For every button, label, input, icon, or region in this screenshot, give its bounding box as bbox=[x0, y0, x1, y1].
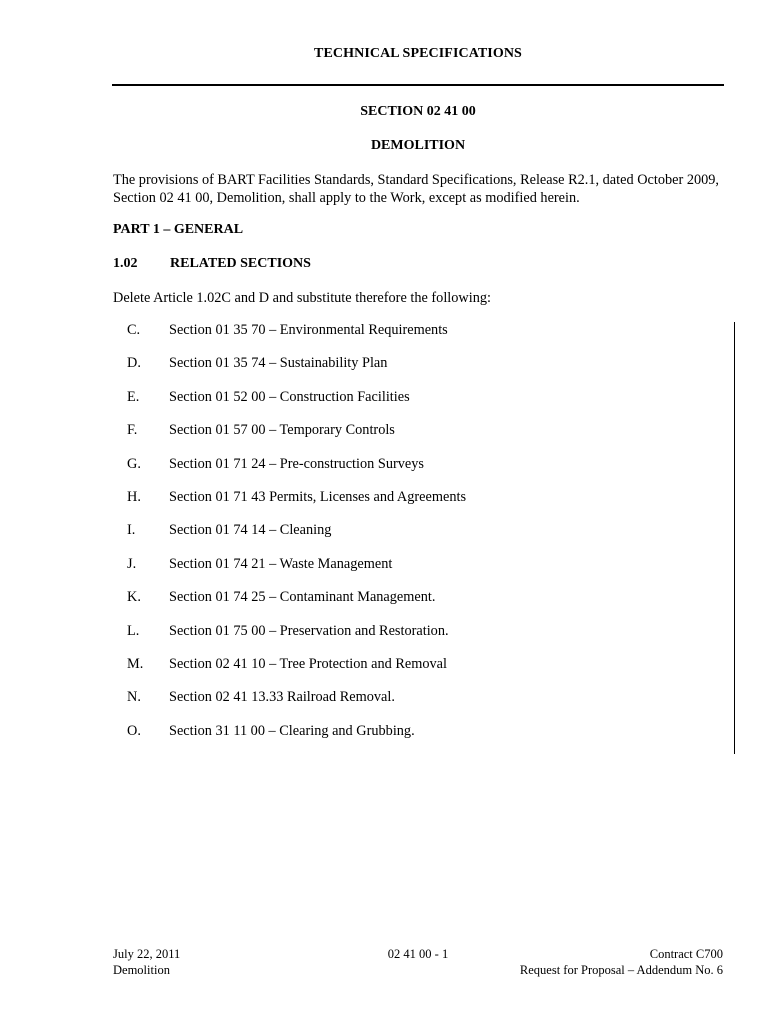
item-letter: G. bbox=[127, 455, 141, 472]
item-text: Section 01 71 43 Permits, Licenses and Agreements bbox=[169, 489, 467, 505]
item-text: Section 01 74 21 – Waste Management bbox=[169, 555, 393, 572]
item-text: Section 01 74 25 – Contaminant Management. bbox=[169, 589, 436, 606]
item-text: Section 02 41 10 – Tree Protection and Removal bbox=[169, 656, 447, 672]
item-text: Section 01 35 70 – Environmental Requirements bbox=[169, 322, 448, 338]
article-number: 1.02 bbox=[113, 256, 138, 271]
article-heading bbox=[113, 256, 311, 272]
item-letter: D. bbox=[127, 355, 141, 372]
footer-center bbox=[360, 947, 476, 963]
item-letter: M. bbox=[127, 656, 144, 672]
item-letter: J. bbox=[127, 555, 137, 572]
article-title: RELATED SECTIONS bbox=[170, 256, 311, 271]
header-divider bbox=[112, 84, 724, 86]
item-letter: L. bbox=[127, 622, 140, 639]
item-text: Section 31 11 00 – Clearing and Grubbing. bbox=[169, 722, 415, 739]
item-text: Section 01 71 24 – Pre-construction Surveys bbox=[169, 455, 424, 472]
item-text: Section 01 75 00 – Preservation and Restoration. bbox=[169, 622, 449, 639]
section-title: DEMOLITION bbox=[370, 138, 466, 153]
item-letter: E. bbox=[127, 388, 140, 405]
item-text: Section 01 74 14 – Cleaning bbox=[169, 522, 332, 539]
footer-page-number: 02 41 00 - 1 bbox=[387, 947, 449, 961]
item-letter: C. bbox=[127, 322, 141, 338]
article-instruction: Delete Article 1.02C and D and substitute therefore the following: bbox=[113, 290, 491, 306]
part-heading: PART 1 – GENERAL bbox=[113, 222, 244, 237]
item-text: Section 01 35 74 – Sustainability Plan bbox=[169, 355, 388, 372]
footer-section-name: Demolition bbox=[113, 962, 170, 977]
footer-contract: Contract C700 bbox=[649, 947, 723, 961]
item-letter: K. bbox=[127, 589, 141, 606]
footer-left bbox=[113, 947, 180, 978]
item-letter: H. bbox=[127, 489, 141, 505]
item-letter: F. bbox=[127, 422, 138, 439]
header-title: TECHNICAL SPECIFICATIONS bbox=[314, 46, 522, 61]
item-text: Section 01 52 00 – Construction Facilities bbox=[169, 388, 410, 405]
item-text: Section 02 41 13.33 Railroad Removal. bbox=[169, 689, 395, 706]
footer-rfp: Request for Proposal – Addendum No. 6 bbox=[519, 962, 723, 977]
section-number: SECTION 02 41 00 bbox=[360, 104, 476, 119]
revision-change-bar bbox=[734, 322, 735, 754]
item-letter: I. bbox=[127, 522, 136, 539]
item-letter: N. bbox=[127, 689, 141, 706]
intro-paragraph: The provisions of BART Facilities Standards, Standard Specifications, Release R2.1, dated October 2009, Section 02 41 00, Demolition, shall apply to the Work, except as modified herein. bbox=[113, 172, 719, 206]
footer-date: July 22, 2011 bbox=[113, 947, 181, 961]
item-text: Section 01 57 00 – Temporary Controls bbox=[169, 422, 395, 439]
item-letter: O. bbox=[127, 722, 141, 739]
footer-right bbox=[520, 947, 723, 978]
